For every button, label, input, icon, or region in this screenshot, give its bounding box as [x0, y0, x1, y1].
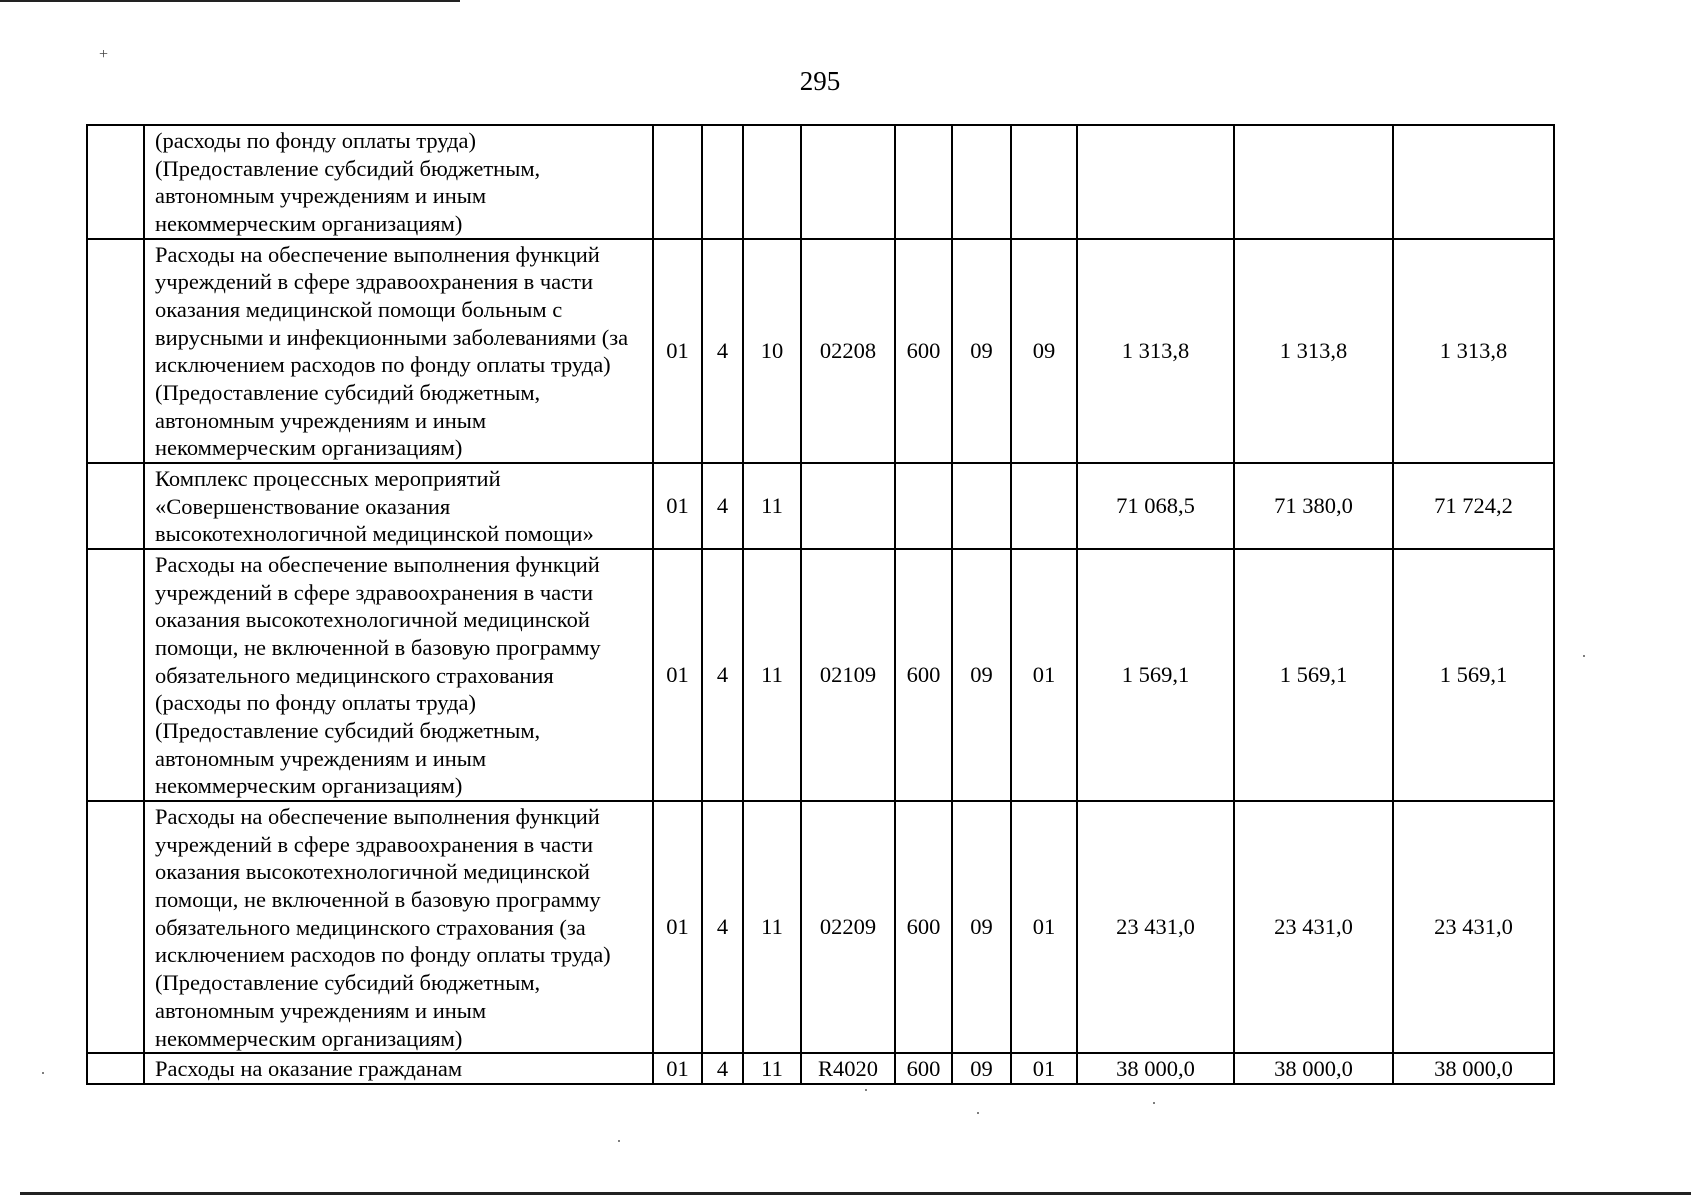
table-row [87, 463, 1554, 549]
table-row [87, 239, 1554, 463]
code-cell: 09 [952, 239, 1011, 463]
scan-speck [1153, 1102, 1155, 1104]
code-cell: 11 [743, 549, 801, 801]
amount-cell: 1 313,8 [1234, 239, 1393, 463]
code-cell: 10 [743, 239, 801, 463]
margin-mark: + [99, 46, 109, 63]
code-cell: 01 [653, 801, 702, 1053]
bottom-edge-rule [20, 1192, 1691, 1195]
description-cell: Комплекс процессных мероприятий «Совершенствование оказания высокотехнологичной медицинской помощи» [144, 463, 653, 549]
scan-speck [865, 1089, 867, 1091]
description-cell: (расходы по фонду оплаты труда) (Предоставление субсидий бюджетным, автономным учреждениям и иным некоммерческим организациям) [144, 125, 653, 239]
amount-cell: 23 431,0 [1393, 801, 1554, 1053]
code-cell [702, 125, 743, 239]
code-cell: 600 [895, 549, 952, 801]
row-number-cell [87, 125, 144, 239]
code-cell [653, 125, 702, 239]
code-cell: 4 [702, 549, 743, 801]
scan-speck [618, 1140, 620, 1142]
page-number: 295 [799, 66, 841, 96]
table-row [87, 801, 1554, 1053]
amount-cell: 1 313,8 [1393, 239, 1554, 463]
amount-cell: 38 000,0 [1077, 1053, 1234, 1084]
code-cell [895, 125, 952, 239]
code-cell: 600 [895, 1053, 952, 1084]
code-cell: 4 [702, 463, 743, 549]
code-cell: 02109 [801, 549, 895, 801]
code-cell [895, 463, 952, 549]
code-cell: 01 [1011, 1053, 1077, 1084]
code-cell: 11 [743, 1053, 801, 1084]
code-cell: R4020 [801, 1053, 895, 1084]
code-cell: 01 [653, 463, 702, 549]
code-cell [1011, 125, 1077, 239]
code-cell: 09 [952, 549, 1011, 801]
amount-cell [1234, 125, 1393, 239]
amount-cell: 1 313,8 [1077, 239, 1234, 463]
code-cell: 4 [702, 239, 743, 463]
code-cell: 4 [702, 801, 743, 1053]
code-cell: 01 [1011, 549, 1077, 801]
code-cell: 01 [653, 1053, 702, 1084]
amount-cell [1077, 125, 1234, 239]
table-row [87, 1053, 1554, 1084]
amount-cell: 71 380,0 [1234, 463, 1393, 549]
code-cell: 11 [743, 801, 801, 1053]
code-cell: 01 [653, 239, 702, 463]
row-number-cell [87, 549, 144, 801]
code-cell [952, 125, 1011, 239]
code-cell: 01 [1011, 801, 1077, 1053]
amount-cell: 23 431,0 [1234, 801, 1393, 1053]
table-row [87, 549, 1554, 801]
code-cell [801, 463, 895, 549]
code-cell: 01 [653, 549, 702, 801]
code-cell: 09 [952, 1053, 1011, 1084]
amount-cell: 38 000,0 [1393, 1053, 1554, 1084]
code-cell [952, 463, 1011, 549]
budget-table [86, 124, 1555, 1085]
scan-speck [977, 1112, 979, 1114]
scan-speck [42, 1072, 44, 1074]
amount-cell: 71 724,2 [1393, 463, 1554, 549]
amount-cell: 71 068,5 [1077, 463, 1234, 549]
top-edge-rule [0, 0, 460, 2]
code-cell: 600 [895, 801, 952, 1053]
amount-cell: 38 000,0 [1234, 1053, 1393, 1084]
code-cell: 11 [743, 463, 801, 549]
code-cell: 600 [895, 239, 952, 463]
code-cell [743, 125, 801, 239]
code-cell: 09 [1011, 239, 1077, 463]
amount-cell: 23 431,0 [1077, 801, 1234, 1053]
amount-cell: 1 569,1 [1393, 549, 1554, 801]
amount-cell: 1 569,1 [1077, 549, 1234, 801]
code-cell [1011, 463, 1077, 549]
code-cell: 02209 [801, 801, 895, 1053]
code-cell: 4 [702, 1053, 743, 1084]
table-row [87, 125, 1554, 239]
scan-speck [1583, 655, 1585, 657]
row-number-cell [87, 463, 144, 549]
row-number-cell [87, 801, 144, 1053]
amount-cell: 1 569,1 [1234, 549, 1393, 801]
description-cell: Расходы на обеспечение выполнения функций учреждений в сфере здравоохранения в части оказания медицинской помощи больным с вирусными и инфекционными заболеваниями (за исключением расходов по фонду оплаты труда) (Предоставление субсидий бюджетным, автономным учреждениям и иным некоммерческим организациям) [144, 239, 653, 463]
description-cell: Расходы на оказание гражданам [144, 1053, 653, 1084]
description-cell: Расходы на обеспечение выполнения функций учреждений в сфере здравоохранения в части оказания высокотехнологичной медицинской помощи, не включенной в базовую программу обязательного медицинского страхования (расходы по фонду оплаты труда) (Предоставление субсидий бюджетным, автономным учреждениям и иным некоммерческим организациям) [144, 549, 653, 801]
amount-cell [1393, 125, 1554, 239]
row-number-cell [87, 239, 144, 463]
row-number-cell [87, 1053, 144, 1084]
code-cell [801, 125, 895, 239]
description-cell: Расходы на обеспечение выполнения функций учреждений в сфере здравоохранения в части оказания высокотехнологичной медицинской помощи, не включенной в базовую программу обязательного медицинского страхования (за исключением расходов по фонду оплаты труда) (Предоставление субсидий бюджетным, автономным учреждениям и иным некоммерческим организациям) [144, 801, 653, 1053]
code-cell: 09 [952, 801, 1011, 1053]
code-cell: 02208 [801, 239, 895, 463]
